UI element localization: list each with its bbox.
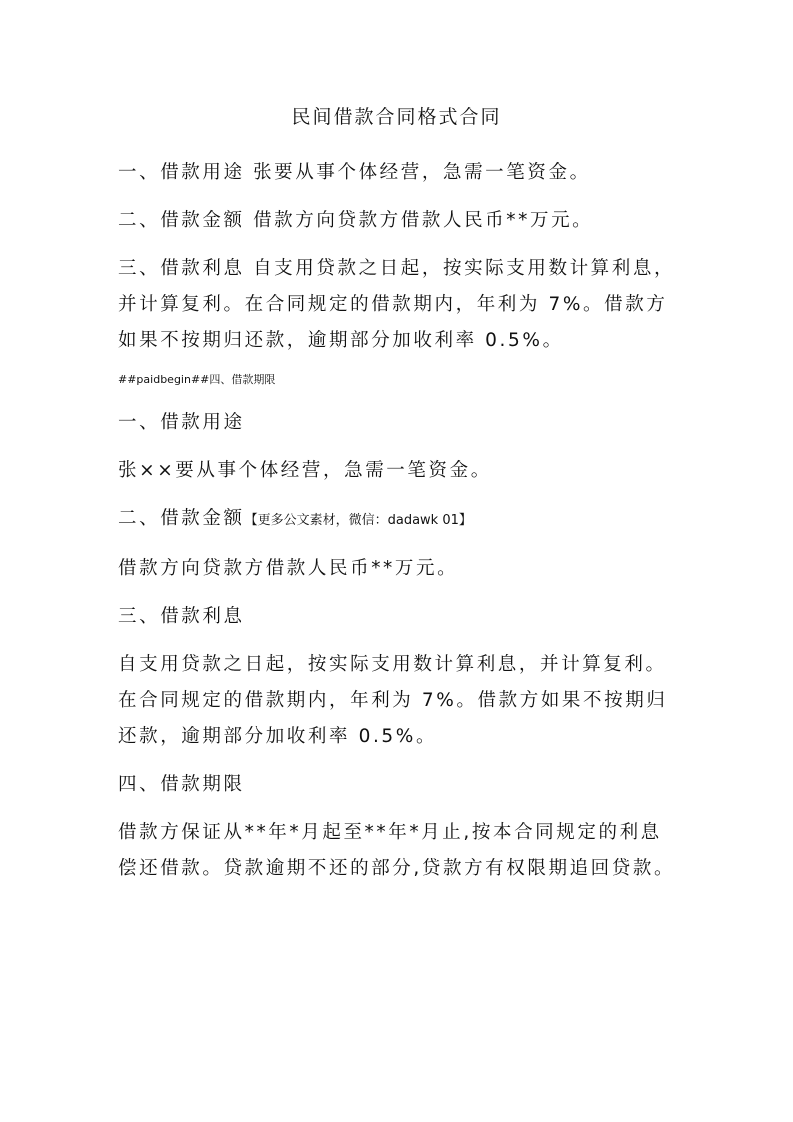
text-line: 借款方保证从**年*月起至**年*月止,按本合同规定的利息 [118, 822, 662, 843]
text-line: 并计算复利。在合同规定的借款期内，年利为 7%。借款方 [118, 294, 668, 315]
section-text-loan-purpose: 张××要从事个体经营，急需一笔资金。 [118, 460, 492, 481]
section-heading-loan-interest: 三、借款利息 [118, 606, 245, 627]
paragraph-loan-interest-summary [118, 251, 688, 359]
section-text-loan-term [118, 815, 688, 887]
paid-begin-marker: ##paidbegin##四、借款期限 [118, 373, 276, 386]
text-line: 如果不按期归还款，逾期部分加收利率 0.5%。 [118, 330, 564, 351]
heading-text: 二、借款金额 [118, 508, 245, 529]
text-line: 自支用贷款之日起，按实际支用数计算利息，并计算复利。 [118, 654, 667, 675]
paragraph-loan-amount-summary: 二、借款金额 借款方向贷款方借款人民币**万元。 [118, 210, 594, 231]
text-line: 还款，逾期部分加收利率 0.5%。 [118, 726, 438, 747]
section-text-loan-interest [118, 647, 688, 755]
text-line: 在合同规定的借款期内，年利为 7%。借款方如果不按期归 [118, 690, 668, 711]
promo-note: 【更多公文素材，微信：dadawk 01】 [244, 513, 472, 528]
paragraph-loan-purpose-summary: 一、借款用途 张要从事个体经营，急需一笔资金。 [118, 162, 591, 183]
text-line: 偿还借款。贷款逾期不还的部分,贷款方有权限期追回贷款。 [118, 858, 676, 879]
document-body [118, 155, 688, 899]
section-heading-loan-term: 四、借款期限 [118, 774, 245, 795]
section-heading-loan-amount [118, 501, 688, 539]
document-title: 民间借款合同格式合同 [291, 106, 502, 128]
section-heading-loan-purpose: 一、借款用途 [118, 412, 245, 433]
section-text-loan-amount: 借款方向贷款方借款人民币**万元。 [118, 558, 459, 579]
text-line: 三、借款利息 自支用贷款之日起，按实际支用数计算利息， [118, 258, 676, 279]
